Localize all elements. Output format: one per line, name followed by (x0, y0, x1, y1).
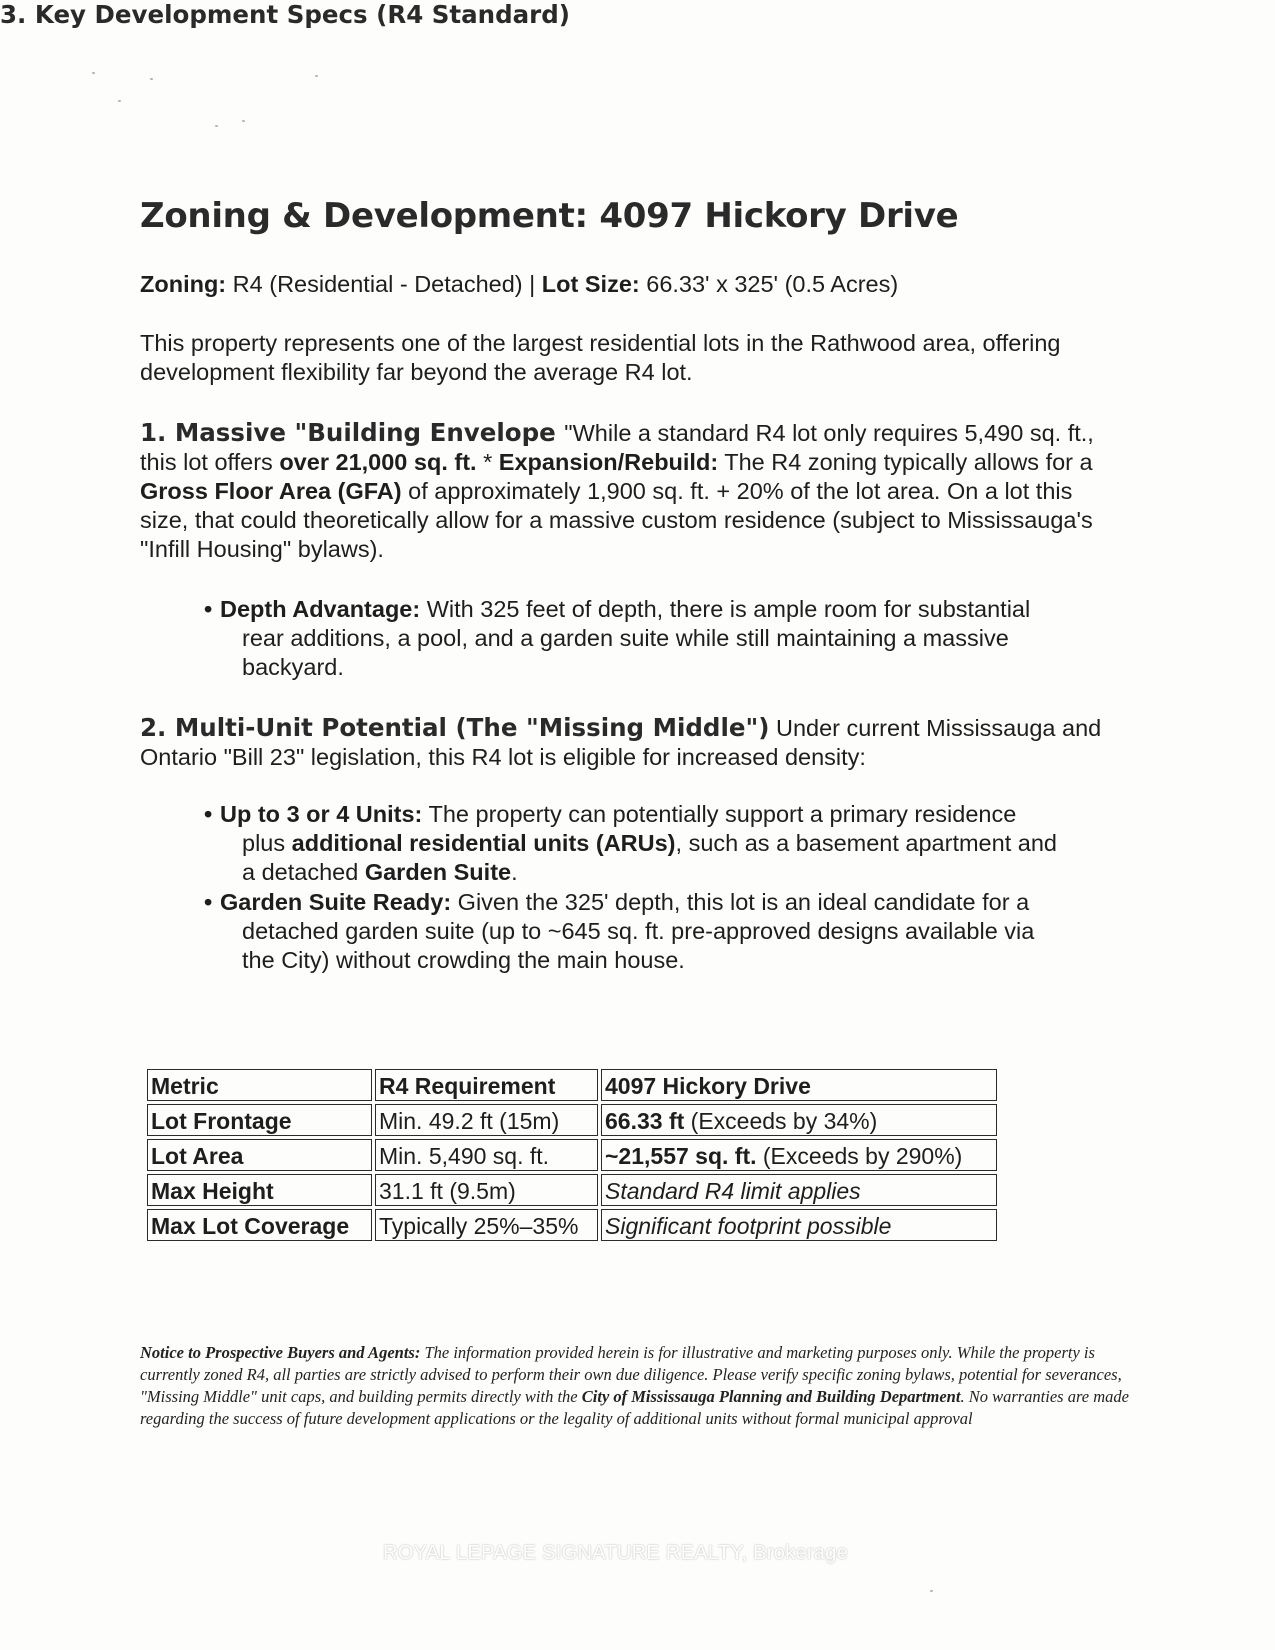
table-row (147, 1139, 997, 1171)
section-1-text: of approximately 1,900 sq. ft. + 20% of the lot area. On a lot this size, that could theoretically allow for a massive custom residence (subject to Mississauga's "Infill Housing" bylaws). (140, 478, 1093, 562)
scan-speck (92, 72, 95, 74)
table-cell-requirement: Typically 25%–35% (375, 1209, 598, 1241)
value-note: (Exceeds by 290%) (756, 1143, 963, 1169)
table-cell-value (601, 1174, 997, 1206)
bullet-label: Up to 3 or 4 Units: (220, 801, 423, 827)
bullet-text: backyard. (242, 654, 344, 680)
bullet-text: plus (242, 830, 292, 856)
specs-table (144, 1066, 1000, 1244)
bullet-label: Garden Suite Ready: (220, 889, 452, 915)
scan-speck (150, 78, 153, 80)
scan-speck (118, 100, 121, 102)
legal-notice (140, 1342, 1130, 1430)
brokerage-watermark: ROYAL LEPAGE SIGNATURE REALTY, Brokerage (383, 1542, 849, 1564)
table-header-cell: 4097 Hickory Drive (601, 1069, 997, 1101)
bullet-text (220, 829, 1130, 858)
zoning-value: R4 (Residential - Detached) | (226, 271, 542, 297)
table-cell-metric: Lot Area (147, 1139, 372, 1171)
zoning-line (140, 270, 898, 299)
section-1-paragraph (140, 418, 1120, 564)
bullet-icon: • (204, 801, 213, 827)
scan-speck (930, 1590, 933, 1592)
table-row (147, 1174, 997, 1206)
lot-size-value: 66.33' x 325' (0.5 Acres) (639, 271, 899, 297)
list-item (200, 800, 1130, 887)
table-cell-value (601, 1104, 997, 1136)
scan-speck (242, 120, 245, 122)
section-2-heading: 2. Multi-Unit Potential (The "Missing Middle") (140, 713, 770, 742)
bullet-text: The property can potentially support a primary residence (422, 801, 1017, 827)
intro-paragraph: This property represents one of the largest residential lots in the Rathwood area, offering development flexibility far beyond the average R4 lot. (140, 330, 1061, 385)
table-cell-metric: Max Lot Coverage (147, 1209, 372, 1241)
bullet-text: rear additions, a pool, and a garden suite while still maintaining a massive (242, 625, 1009, 651)
bullet-text: , such as a basement apartment and (675, 830, 1057, 856)
bullet-text: a detached (242, 859, 365, 885)
table-cell-requirement: Min. 49.2 ft (15m) (375, 1104, 598, 1136)
bullet-text: detached garden suite (up to ~645 sq. ft. pre-approved designs available via (242, 918, 1035, 944)
scan-speck (315, 75, 318, 77)
section-1-highlight: over 21,000 sq. ft. (279, 449, 477, 475)
value-italic: Significant footprint possible (605, 1213, 892, 1239)
garden-suite-label: Garden Suite (364, 859, 512, 885)
section-1-text: The R4 zoning typically allows for a (718, 449, 1093, 475)
value-bold: 66.33 ft (605, 1108, 685, 1134)
bullet-text (220, 858, 1130, 887)
bullet-icon: • (204, 889, 213, 915)
section-2-paragraph (140, 713, 1120, 772)
section-1-bullets (200, 595, 1130, 683)
section-3-heading: 3. Key Development Specs (R4 Standard) (0, 0, 570, 29)
section-2-bullets (200, 800, 1130, 976)
bullet-text: Given the 325' depth, this lot is an ideal candidate for a (451, 889, 1030, 915)
section-1-text: "While a standard R4 lot only requires 5,490 sq. ft., this lot offers (140, 420, 1094, 475)
bullet-text: With 325 feet of depth, there is ample room for substantial (420, 596, 1031, 622)
table-cell-value (601, 1139, 997, 1171)
bullet-icon: • (204, 596, 213, 622)
zoning-label: Zoning: (140, 271, 227, 297)
table-cell-requirement: 31.1 ft (9.5m) (375, 1174, 598, 1206)
table-cell-metric: Max Height (147, 1174, 372, 1206)
expansion-label: Expansion/Rebuild: (498, 449, 719, 475)
list-item (200, 888, 1130, 975)
page-title: Zoning & Development: 4097 Hickory Drive (140, 196, 959, 236)
aru-label: additional residential units (ARUs) (291, 830, 676, 856)
value-note: (Exceeds by 34%) (684, 1108, 878, 1134)
notice-department: City of Mississauga Planning and Building Department (581, 1387, 961, 1406)
table-header-row (147, 1069, 997, 1101)
list-item (200, 595, 1130, 682)
notice-text: The information provided herein is for illustrative and marketing purposes only. While the property is currently zoned R4, all parties are strictly advised to perform their own due diligence. Please verify specific zoning bylaws, potential for severances, "Missing Middle" unit caps, and building permits directly with the (140, 1343, 1122, 1406)
lot-size-label: Lot Size: (541, 271, 640, 297)
section-1-heading: 1. Massive "Building Envelope (140, 418, 565, 447)
scan-speck (215, 125, 218, 127)
bullet-label: Depth Advantage: (220, 596, 421, 622)
gfa-label: Gross Floor Area (GFA) (140, 478, 402, 504)
value-bold: ~21,557 sq. ft. (605, 1143, 757, 1169)
section-1-text: * (476, 449, 499, 475)
bullet-text: . (511, 859, 518, 885)
table-cell-requirement: Min. 5,490 sq. ft. (375, 1139, 598, 1171)
table-cell-value (601, 1209, 997, 1241)
section-2-text: Under current Mississauga and Ontario "Bill 23" legislation, this R4 lot is eligible for increased density: (140, 715, 1102, 770)
notice-text: . No warranties are made regarding the success of future development applications or the legality of additional units without formal municipal approval (140, 1387, 1129, 1428)
notice-label: Notice to Prospective Buyers and Agents: (140, 1343, 421, 1362)
table-header-cell: Metric (147, 1069, 372, 1101)
table-cell-metric: Lot Frontage (147, 1104, 372, 1136)
table-row (147, 1104, 997, 1136)
value-italic: Standard R4 limit applies (605, 1178, 861, 1204)
table-header-cell: R4 Requirement (375, 1069, 598, 1101)
table-row (147, 1209, 997, 1241)
bullet-text: the City) without crowding the main house. (242, 947, 685, 973)
